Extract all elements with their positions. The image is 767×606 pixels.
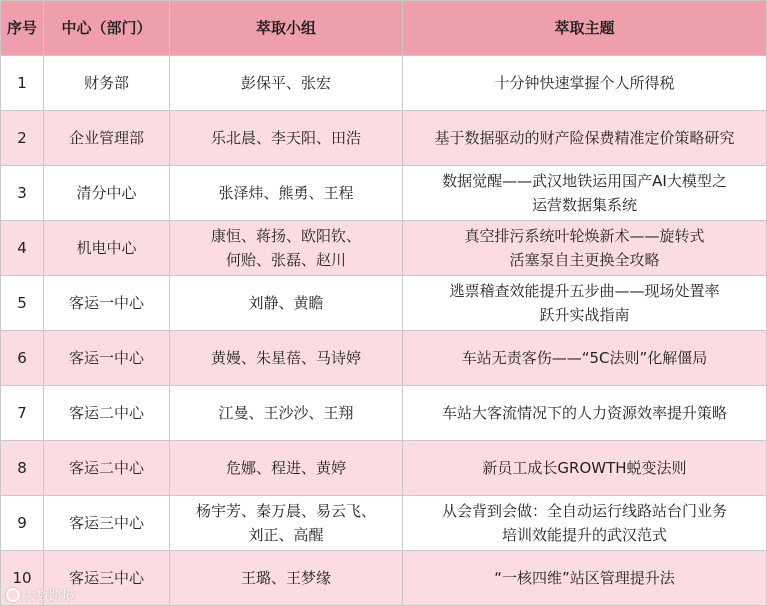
cell-no: 9 [1,496,44,551]
watermark [6,585,75,604]
cell-no: 2 [1,111,44,166]
topic-line: 跃升实战指南 [539,306,630,324]
cell-topic [403,56,767,111]
topic-line: 新员工成长GROWTH蜕变法则 [482,459,687,477]
cell-topic [403,386,767,441]
cell-topic [403,551,767,606]
cell-dept: 客运一中心 [44,276,170,331]
table-row [1,166,767,221]
table-row [1,386,767,441]
cell-topic [403,496,767,551]
group-line: 刘静、黄瞻 [248,294,324,312]
cell-no: 1 [1,56,44,111]
watermark-logo-icon [6,588,20,602]
cell-topic [403,441,767,496]
cell-no: 5 [1,276,44,331]
topic-line: 运营数据集系统 [531,196,637,214]
cell-no: 4 [1,221,44,276]
group-line: 何贻、张磊、赵川 [225,251,346,269]
group-line: 黄嫚、朱星蓓、马诗婷 [210,349,361,367]
cell-group [170,276,403,331]
group-line: 王璐、王梦缘 [240,569,331,587]
cell-no: 7 [1,386,44,441]
table-row [1,496,767,551]
cell-dept: 企业管理部 [44,111,170,166]
cell-no: 10 [1,551,44,606]
cell-group [170,331,403,386]
cell-topic [403,331,767,386]
topic-line: 逃票稽查效能提升五步曲——现场处置率 [449,282,720,300]
cell-no: 8 [1,441,44,496]
cell-no: 6 [1,331,44,386]
cell-topic [403,221,767,276]
cell-group [170,386,403,441]
topic-line: 活塞泵自主更换全攻略 [509,251,660,269]
cell-topic [403,111,767,166]
cell-dept: 清分中心 [44,166,170,221]
group-line: 彭保平、张宏 [240,74,331,92]
cell-topic [403,276,767,331]
topic-line: 数据觉醒——武汉地铁运用国产AI大模型之 [442,172,727,190]
cell-group [170,496,403,551]
cell-group [170,111,403,166]
cell-dept: 客运三中心 [44,551,170,606]
cell-dept: 客运二中心 [44,441,170,496]
topic-line: 基于数据驱动的财产险保费精准定价策略研究 [434,129,735,147]
topic-line: 十分钟快速掌握个人所得税 [494,74,675,92]
group-line: 刘正、高醒 [248,526,324,544]
table-row [1,111,767,166]
topic-line: 车站大客流情况下的人力资源效率提升策略 [441,404,727,422]
topic-line: 培训效能提升的武汉范式 [501,526,667,544]
header-group: 萃取小组 [170,1,403,56]
topic-line: 真空排污系统叶轮焕新术——旋转式 [464,227,705,245]
table-row [1,441,767,496]
table-row [1,276,767,331]
group-line: 危娜、程进、黄婷 [225,459,346,477]
group-line: 乐北晨、李天阳、田浩 [210,129,361,147]
cell-dept: 客运二中心 [44,386,170,441]
topic-line: 从会背到会做：全自动运行线路站台门业务 [441,502,727,520]
table-header-row [1,1,767,56]
topic-line: “一核四维”站区管理提升法 [494,569,675,587]
cell-topic [403,166,767,221]
cell-group [170,56,403,111]
cell-dept: 机电中心 [44,221,170,276]
table-row [1,56,767,111]
header-dept: 中心（部门） [44,1,170,56]
cell-dept: 客运一中心 [44,331,170,386]
table-row [1,221,767,276]
cell-no: 3 [1,166,44,221]
cell-group [170,221,403,276]
cell-group [170,551,403,606]
group-line: 江曼、王沙沙、王翔 [218,404,354,422]
header-topic: 萃取主题 [403,1,767,56]
cell-group [170,441,403,496]
cell-dept: 财务部 [44,56,170,111]
cell-dept: 客运三中心 [44,496,170,551]
group-line: 杨宇芳、秦万晨、易云飞、 [195,502,376,520]
table-row [1,551,767,606]
group-line: 张泽炜、熊勇、王程 [218,184,354,202]
header-no: 序号 [1,1,44,56]
table-row [1,331,767,386]
watermark-text: 大数跨境 [23,589,76,604]
topic-line: 车站无责客伤——“5C法则”化解僵局 [461,349,708,367]
cell-group [170,166,403,221]
group-line: 康恒、蒋扬、欧阳钦、 [210,227,361,245]
